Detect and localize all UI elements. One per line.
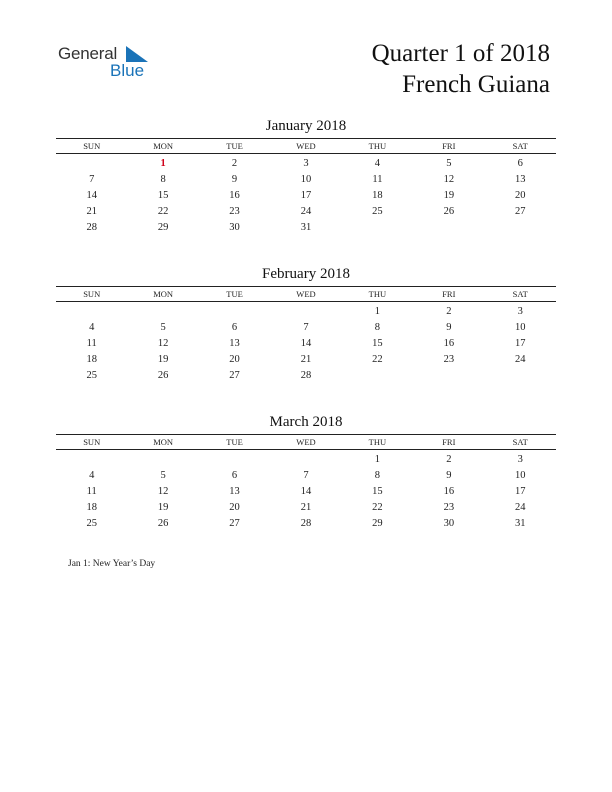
empty-day-cell: [485, 368, 556, 384]
day-cell: 11: [86, 486, 97, 497]
day-cell: 30: [443, 518, 455, 529]
day-cell: 10: [300, 174, 312, 185]
quarter-title: Quarter 1 of 2018: [371, 40, 550, 67]
day-cell: 23: [229, 206, 240, 217]
day-cell: 21: [300, 502, 312, 513]
day-cell: 14: [300, 338, 312, 349]
holiday-note: Jan 1: New Year’s Day: [68, 559, 156, 569]
day-cell: 24: [514, 354, 526, 365]
week-row: [56, 484, 556, 500]
weekday-header: TUE: [226, 141, 243, 151]
month-name: March 2018: [269, 414, 343, 430]
weekday-header: SUN: [83, 141, 101, 151]
day-cell: 4: [89, 322, 95, 333]
weekday-header: THU: [368, 141, 387, 151]
day-cell: 5: [160, 322, 166, 333]
week-row: [56, 452, 556, 468]
day-cell: 6: [517, 158, 523, 169]
weekday-header: TUE: [226, 437, 243, 447]
weekday-header: MON: [153, 437, 174, 447]
month-calendar-march: [56, 413, 556, 532]
week-row: [56, 172, 556, 188]
day-cell: 5: [160, 470, 166, 481]
week-row: [56, 188, 556, 204]
weekday-header: SAT: [512, 289, 528, 299]
day-cell: 27: [514, 206, 526, 217]
day-cell: 14: [86, 190, 97, 201]
month-calendar-january: [56, 117, 556, 236]
day-cell: 20: [229, 502, 240, 513]
day-cell: 9: [231, 174, 238, 185]
empty-day-cell: [270, 452, 341, 468]
empty-day-cell: [127, 304, 198, 320]
day-cell: 18: [86, 502, 97, 513]
day-cell: 7: [303, 322, 309, 333]
day-cell: 26: [443, 206, 455, 217]
day-cell: 17: [514, 338, 526, 349]
day-cell: 14: [300, 486, 312, 497]
day-cell: 2: [231, 158, 238, 169]
day-cell: 29: [372, 518, 383, 529]
day-cell: 20: [514, 190, 526, 201]
day-cell: 29: [157, 222, 169, 233]
day-cell: 17: [300, 190, 312, 201]
day-cell: 8: [160, 174, 166, 185]
day-cell: 21: [86, 206, 97, 217]
day-cell: 6: [231, 470, 238, 481]
day-cell: 18: [372, 190, 383, 201]
day-cell: 28: [300, 370, 312, 381]
weekday-header: FRI: [442, 289, 456, 299]
empty-day-cell: [56, 452, 127, 468]
empty-day-cell: [56, 156, 127, 172]
day-cell: 12: [157, 338, 169, 349]
day-cell: 19: [157, 354, 169, 365]
day-cell: 17: [514, 486, 526, 497]
week-row: [56, 468, 556, 484]
day-cell: 12: [443, 174, 455, 185]
empty-day-cell: [56, 304, 127, 320]
day-cell: 25: [86, 518, 97, 529]
logo-text-general: General: [58, 44, 118, 63]
day-cell: 6: [231, 322, 238, 333]
empty-day-cell: [127, 452, 198, 468]
empty-day-cell: [342, 220, 413, 236]
day-cell: 20: [229, 354, 240, 365]
day-cell: 1: [374, 306, 381, 317]
empty-day-cell: [199, 452, 270, 468]
weekday-header: SUN: [83, 437, 101, 447]
day-cell: 23: [443, 502, 455, 513]
month-name: February 2018: [262, 266, 350, 282]
day-cell: 31: [300, 222, 312, 233]
weekday-header: WED: [296, 289, 316, 299]
week-row: [56, 352, 556, 368]
day-cell: 13: [229, 338, 240, 349]
day-cell: 10: [514, 322, 526, 333]
day-cell: 19: [443, 190, 455, 201]
day-cell: 1: [374, 454, 381, 465]
day-cell: 13: [229, 486, 240, 497]
week-row: [56, 500, 556, 516]
empty-day-cell: [485, 220, 556, 236]
day-cell: 16: [443, 338, 455, 349]
day-cell: 21: [300, 354, 312, 365]
day-cell: 27: [229, 370, 240, 381]
week-row: [56, 320, 556, 336]
country-title: French Guiana: [402, 71, 550, 98]
day-cell: 15: [372, 486, 383, 497]
week-row: [56, 204, 556, 220]
day-cell: 18: [86, 354, 97, 365]
week-row: [56, 156, 556, 172]
day-cell: 7: [89, 174, 95, 185]
day-cell: 13: [514, 174, 526, 185]
weekday-header: MON: [153, 289, 174, 299]
day-cell: 4: [89, 470, 95, 481]
week-row: [56, 516, 556, 532]
day-cell: 19: [157, 502, 169, 513]
day-cell: 2: [446, 306, 452, 317]
weekday-header: SUN: [83, 289, 101, 299]
week-row: [56, 368, 556, 384]
day-cell: 28: [300, 518, 312, 529]
weekday-header: MON: [153, 141, 174, 151]
logo-text-blue: Blue: [110, 61, 145, 80]
day-cell: 27: [229, 518, 240, 529]
day-cell: 16: [443, 486, 455, 497]
day-cell: 15: [157, 190, 169, 201]
weekday-header-row: [56, 286, 556, 302]
weekday-header: THU: [368, 437, 387, 447]
weekday-header: SAT: [512, 141, 528, 151]
day-cell: 3: [517, 454, 523, 465]
weekday-header: THU: [368, 289, 387, 299]
day-cell: 3: [517, 306, 523, 317]
empty-day-cell: [199, 304, 270, 320]
weekday-header: FRI: [442, 141, 456, 151]
day-cell: 30: [229, 222, 240, 233]
day-cell: 8: [374, 322, 381, 333]
weekday-header: TUE: [226, 289, 243, 299]
page-title: [372, 38, 550, 100]
day-cell: 11: [372, 174, 383, 185]
weekday-header: WED: [296, 437, 316, 447]
logo-triangle-icon: [126, 46, 148, 62]
day-cell: 26: [157, 370, 169, 381]
day-cell: 9: [446, 322, 452, 333]
day-cell: 22: [372, 502, 383, 513]
day-cell: 28: [86, 222, 97, 233]
weekday-header: FRI: [442, 437, 456, 447]
day-cell: 5: [446, 158, 452, 169]
logo: [58, 44, 168, 84]
empty-day-cell: [413, 220, 484, 236]
day-cell: 4: [374, 158, 381, 169]
day-cell: 2: [446, 454, 452, 465]
empty-day-cell: [413, 368, 484, 384]
weekday-header: WED: [296, 141, 316, 151]
day-cell: 31: [514, 518, 526, 529]
week-row: [56, 304, 556, 320]
day-cell: 7: [303, 470, 309, 481]
weekday-header-row: [56, 434, 556, 450]
empty-day-cell: [342, 368, 413, 384]
day-cell: 8: [374, 470, 381, 481]
holiday-notes: [68, 559, 155, 569]
day-cell: 16: [229, 190, 240, 201]
day-cell: 12: [157, 486, 169, 497]
day-cell: 11: [86, 338, 97, 349]
week-row: [56, 336, 556, 352]
day-cell: 25: [372, 206, 383, 217]
day-cell: 26: [157, 518, 169, 529]
day-cell: 24: [300, 206, 312, 217]
month-name: January 2018: [265, 118, 347, 134]
day-cell: 22: [372, 354, 383, 365]
day-cell: 15: [372, 338, 383, 349]
month-calendar-february: [56, 265, 556, 384]
day-cell: 3: [303, 158, 309, 169]
day-cell: 10: [514, 470, 526, 481]
day-cell: 22: [157, 206, 169, 217]
weekday-header-row: [56, 138, 556, 154]
weekday-header: SAT: [512, 437, 528, 447]
day-cell: 25: [86, 370, 97, 381]
day-cell: 24: [514, 502, 526, 513]
empty-day-cell: [270, 304, 341, 320]
day-cell: 1: [160, 158, 166, 169]
week-row: [56, 220, 556, 236]
day-cell: 23: [443, 354, 455, 365]
day-cell: 9: [446, 470, 452, 481]
